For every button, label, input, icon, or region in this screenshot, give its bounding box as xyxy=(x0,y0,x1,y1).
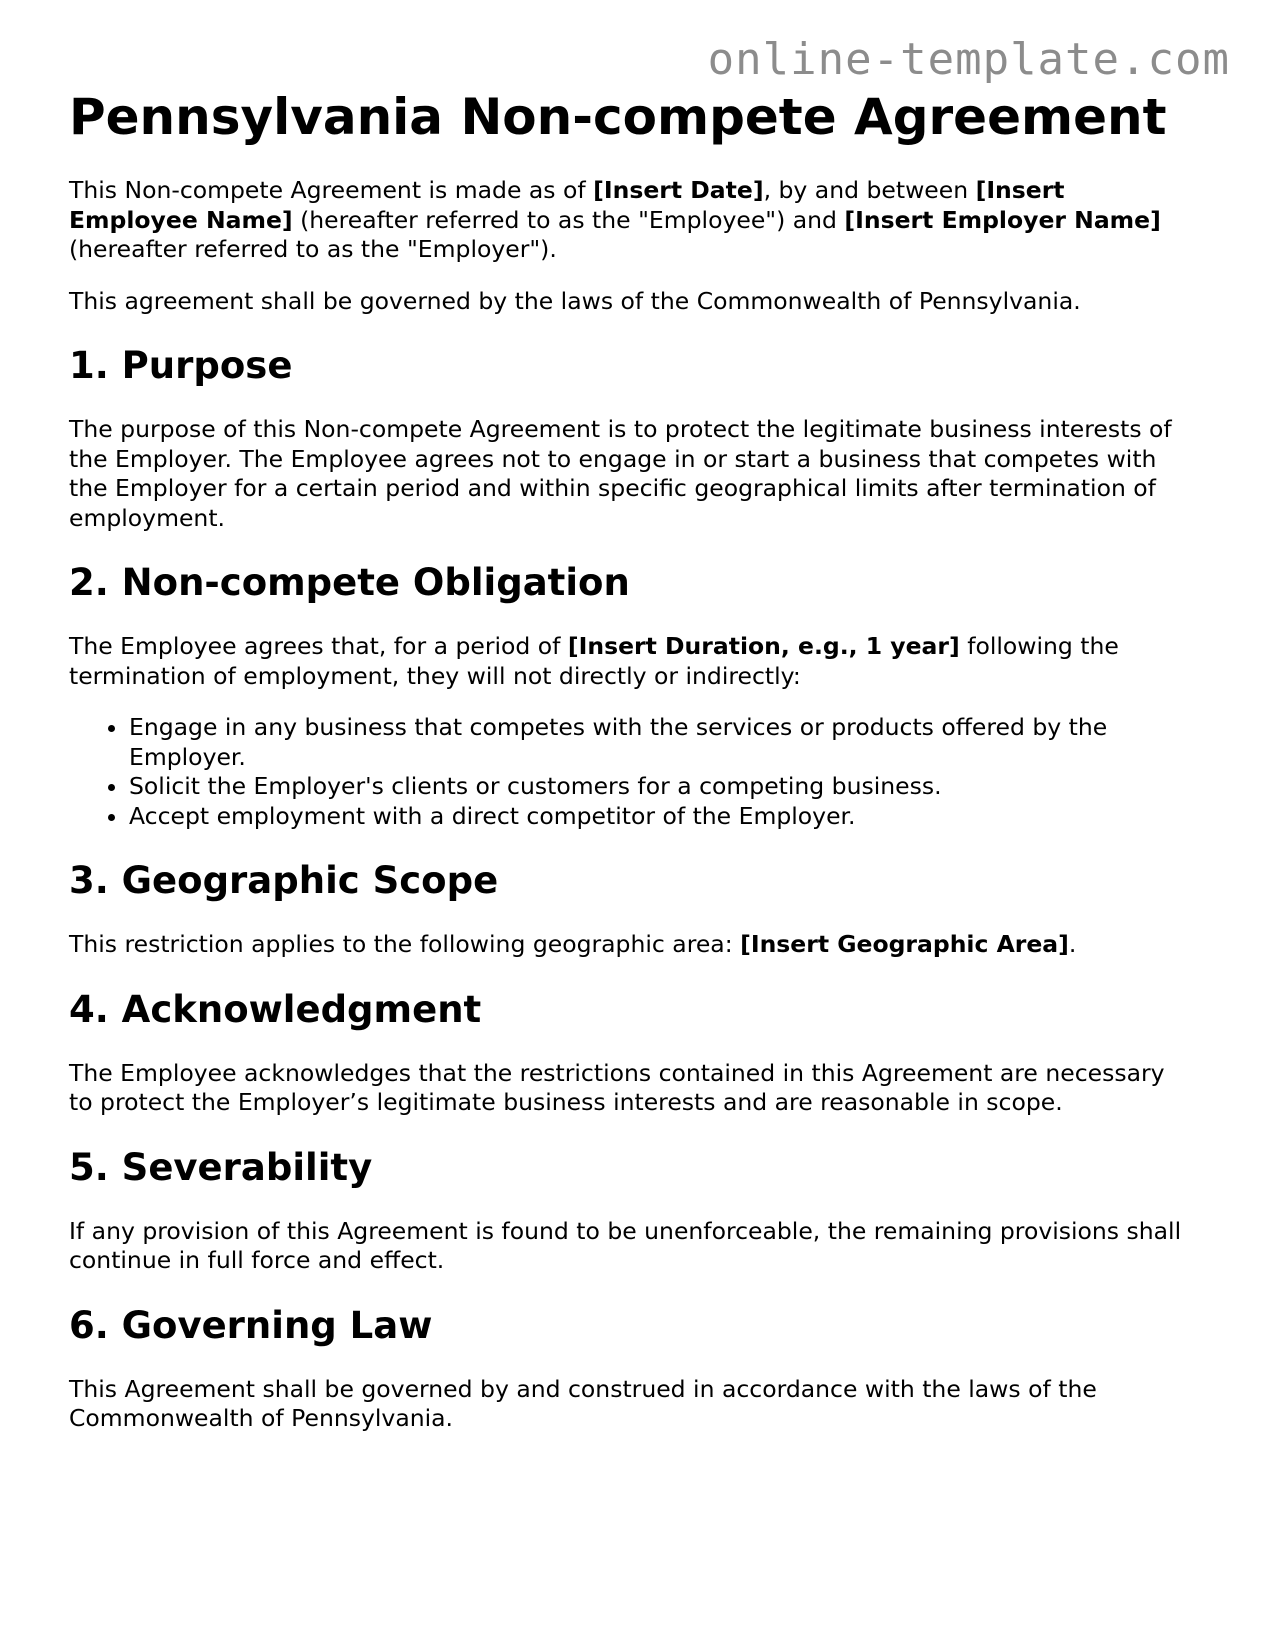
obligation-list xyxy=(69,713,1189,831)
scope-text-2: . xyxy=(1068,930,1077,958)
governed-note: This agreement shall be governed by the laws of the Commonwealth of Pennsylvania. xyxy=(69,286,1081,315)
intro-text-3: (hereafter referred to as the "Employee") and xyxy=(292,205,845,234)
scope-text xyxy=(69,930,1189,960)
section-heading-acknowledgment: 4. Acknowledgment xyxy=(69,987,482,1031)
purpose-text: The purpose of this Non-compete Agreement is to protect the legitimate business interests of the Employer. The Employee agrees not to engage in or start a business that competes with the Employer for a certain period and within specific geographical limits after termination of employment. xyxy=(69,415,1172,532)
list-item: • Solicit the Employer's clients or customers for a competing business. xyxy=(129,772,1189,802)
section-heading-severability: 5. Severability xyxy=(69,1145,373,1189)
list-item: • Accept employment with a direct competitor of the Employer. xyxy=(129,802,1189,832)
obligation-text-1: The Employee agrees that, for a period of xyxy=(69,632,568,660)
intro-text-4: (hereafter referred to as the "Employer"). xyxy=(69,235,557,263)
severability-text: If any provision of this Agreement is found to be unenforceable, the remaining provisions shall continue in full force and effect. xyxy=(69,1216,1182,1274)
section-heading-governing-law: 6. Governing Law xyxy=(69,1303,433,1347)
obligation-text-2: following the termination of employment, they will not directly or indirectly: xyxy=(69,632,1119,690)
scope-text-1: This restriction applies to the following geographic area: xyxy=(69,930,741,958)
document-title: Pennsylvania Non-compete Agreement xyxy=(69,88,1167,146)
geographic-area-placeholder: [Insert Geographic Area] xyxy=(740,930,1069,958)
section-heading-purpose: 1. Purpose xyxy=(69,344,293,387)
obligation-text xyxy=(69,632,1189,691)
duration-placeholder: [Insert Duration, e.g., 1 year] xyxy=(567,632,960,660)
governing-law-text: This Agreement shall be governed by and construed in accordance with the laws of the Commonwealth of Pennsylvania. xyxy=(69,1374,1097,1432)
employer-name-placeholder: [Insert Employer Name] xyxy=(844,205,1161,234)
section-heading-obligation: 2. Non-compete Obligation xyxy=(69,561,630,604)
intro-text-2: , by and between xyxy=(763,176,976,204)
date-placeholder: [Insert Date] xyxy=(593,176,764,204)
intro-paragraph xyxy=(69,176,1189,265)
intro-text-1: This Non-compete Agreement is made as of xyxy=(69,176,594,204)
employee-name-placeholder: [Insert Employee Name] xyxy=(69,176,1065,234)
watermark: online-template.com xyxy=(707,34,1230,85)
list-item: • Engage in any business that competes with the services or products offered by the Employer. xyxy=(129,713,1189,772)
document-page xyxy=(69,84,1189,1456)
section-heading-scope: 3. Geographic Scope xyxy=(69,859,499,902)
acknowledgment-text: The Employee acknowledges that the restrictions contained in this Agreement are necessary to protect the Employer’s legitimate business interests and are reasonable in scope. xyxy=(69,1058,1165,1116)
